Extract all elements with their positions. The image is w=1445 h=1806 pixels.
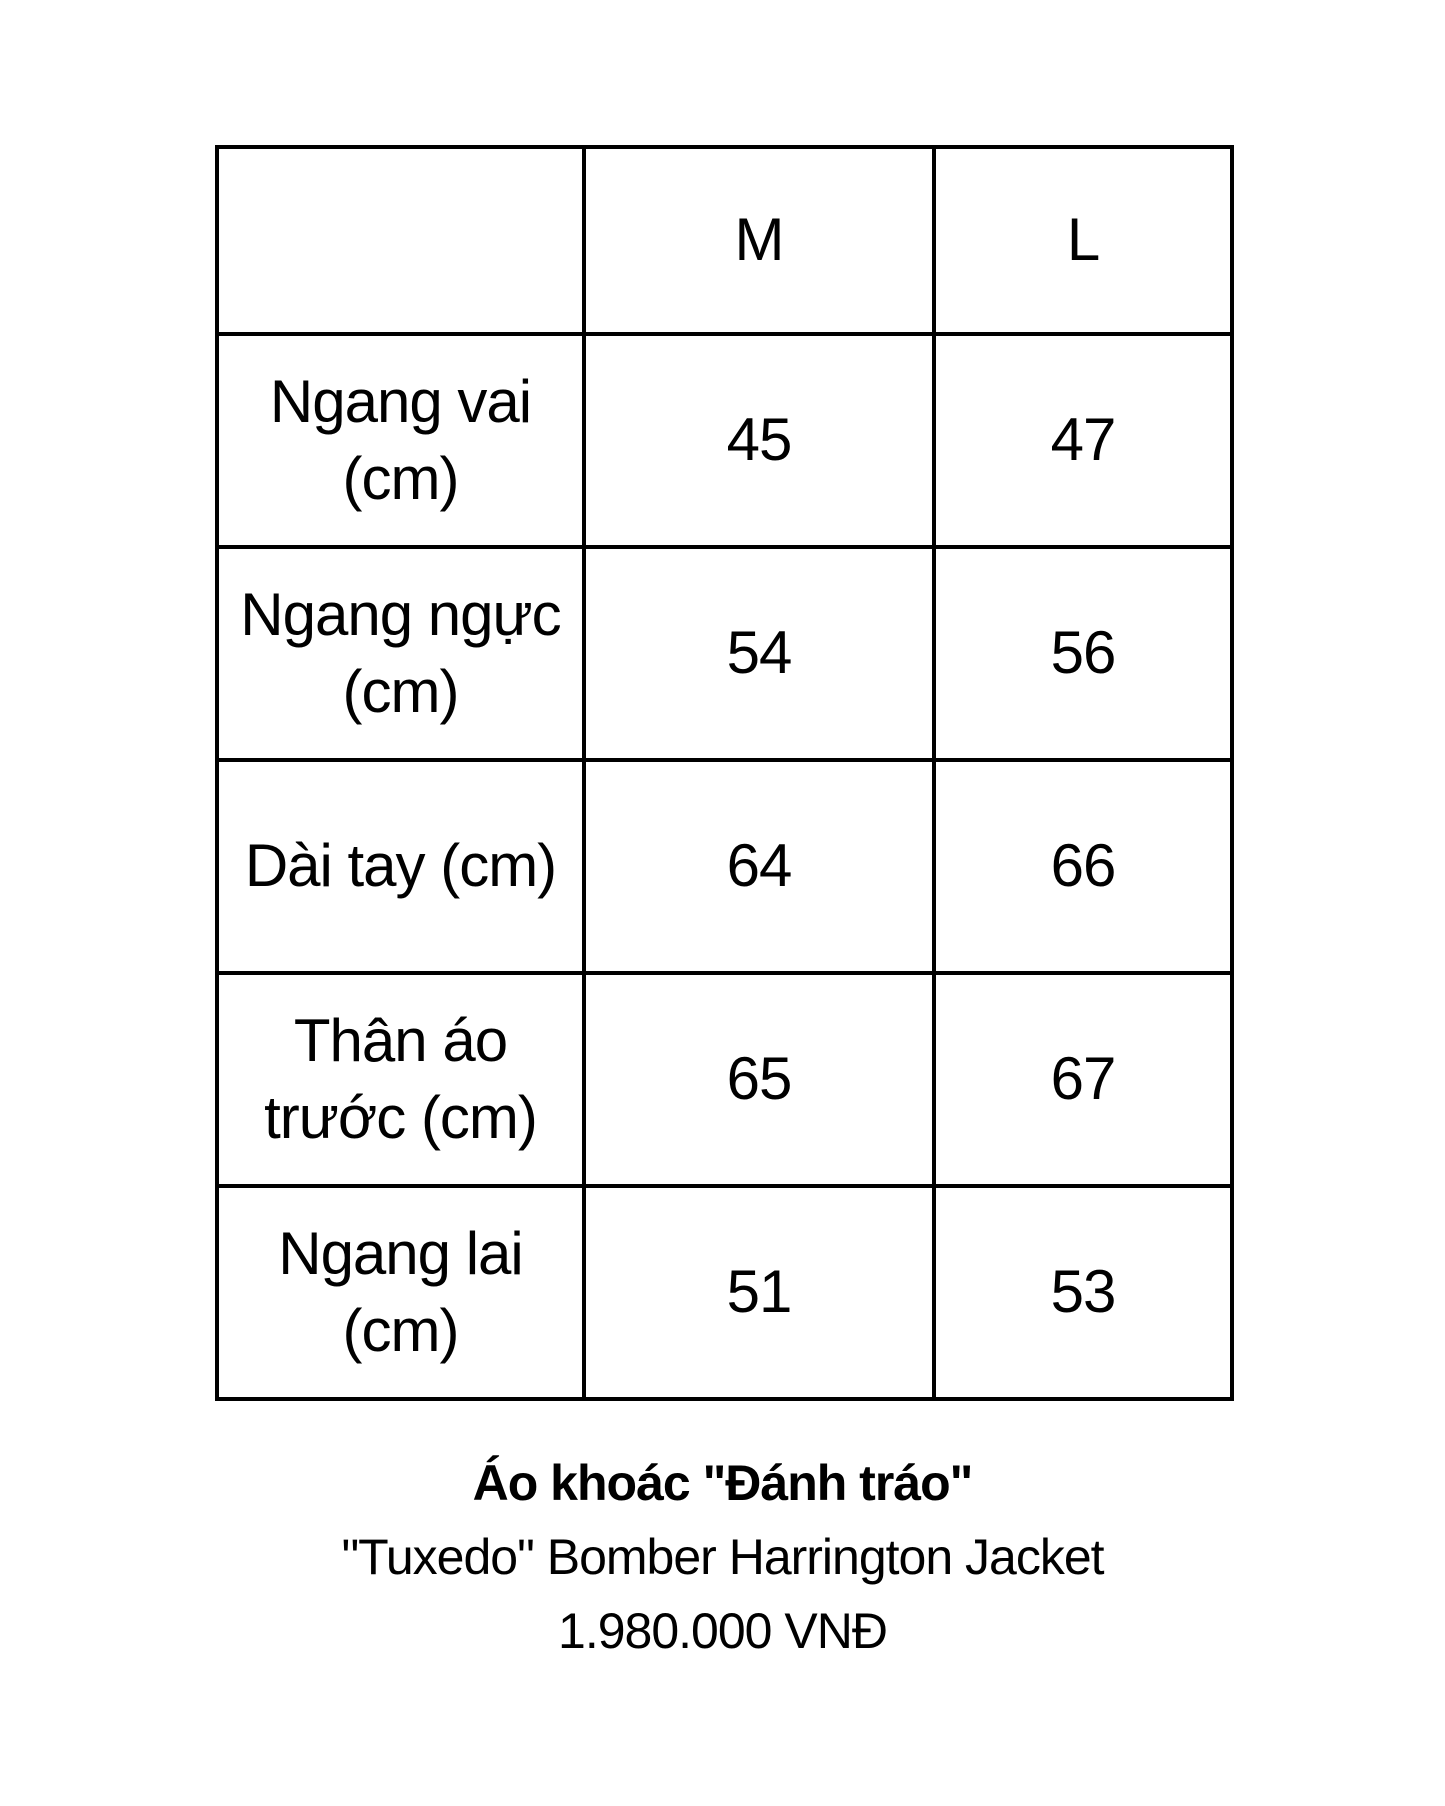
value-m: 51	[584, 1186, 934, 1399]
measurement-label: Ngang vai (cm)	[217, 334, 584, 547]
product-name-vi: Áo khoác "Đánh tráo"	[472, 1455, 973, 1511]
table-row-dai-tay	[217, 760, 1232, 973]
product-name-en: "Tuxedo" Bomber Harrington Jacket	[341, 1529, 1104, 1585]
table-row-than-ao-truoc	[217, 973, 1232, 1186]
column-header-size-m: M	[584, 147, 934, 334]
measurement-label: Dài tay (cm)	[217, 760, 584, 973]
value-l: 67	[934, 973, 1232, 1186]
size-table-header-row	[217, 147, 1232, 334]
value-m: 64	[584, 760, 934, 973]
table-row-ngang-vai	[217, 334, 1232, 547]
value-l: 47	[934, 334, 1232, 547]
value-l: 66	[934, 760, 1232, 973]
product-info	[0, 1446, 1445, 1668]
product-price: 1.980.000 VNĐ	[558, 1603, 887, 1659]
corner-empty-cell	[217, 147, 584, 334]
measurement-label: Thân áo trước (cm)	[217, 973, 584, 1186]
value-l: 56	[934, 547, 1232, 760]
value-m: 65	[584, 973, 934, 1186]
column-header-size-l: L	[934, 147, 1232, 334]
size-chart-table	[215, 145, 1234, 1401]
measurement-label: Ngang ngực (cm)	[217, 547, 584, 760]
value-m: 45	[584, 334, 934, 547]
table-row-ngang-nguc	[217, 547, 1232, 760]
value-m: 54	[584, 547, 934, 760]
measurement-label: Ngang lai (cm)	[217, 1186, 584, 1399]
value-l: 53	[934, 1186, 1232, 1399]
table-row-ngang-lai	[217, 1186, 1232, 1399]
